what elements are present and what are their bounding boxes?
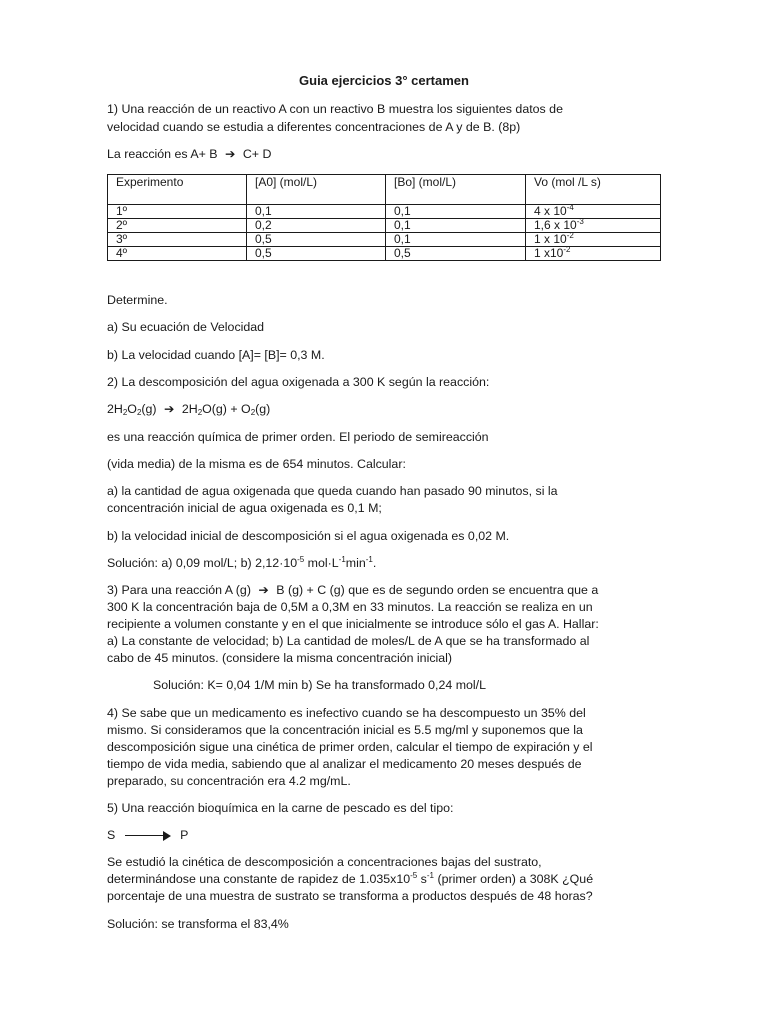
solution-exponent: -1 <box>338 555 346 564</box>
problem-4-line-2: mismo. Si consideramos que la concentración inicial es 5.5 mg/ml y suponemos que la <box>107 723 583 737</box>
arrow-icon: ➔ <box>164 402 175 416</box>
problem-4-line-4: tiempo de vida media, sabiendo que al analizar el medicamento 20 meses después de <box>107 757 582 771</box>
arrow-icon: ➔ <box>258 583 269 597</box>
solution-5: Solución: se transforma el 83,4% <box>107 917 289 931</box>
peroxide-equation <box>107 402 270 417</box>
eq-subscript: 2 <box>250 408 256 417</box>
table-header-row <box>108 175 661 205</box>
problem-2-line-1: 2) La descomposición del agua oxigenada a 300 K según la reacción: <box>107 375 490 389</box>
problem-3-text: 3) Para una reacción A (g) <box>107 583 251 597</box>
table-cell <box>526 219 661 233</box>
table-cell <box>526 247 661 261</box>
table-cell: 0,5 <box>386 247 526 261</box>
solution-exponent: -1 <box>365 555 373 564</box>
table-cell: 0,1 <box>247 205 386 219</box>
problem-2-line-3: es una reacción química de primer orden. El periodo de semireacción <box>107 430 489 444</box>
problem-2-line-4: (vida media) de la misma es de 654 minutos. Calcular: <box>107 457 406 471</box>
table-cell: 0,5 <box>247 247 386 261</box>
problem-3-line-4: a) La constante de velocidad; b) La cantidad de moles/L de A que se ha transformado al <box>107 634 590 648</box>
problem-5-line-4 <box>107 872 593 887</box>
table-cell: 3º <box>108 233 247 247</box>
table-cell: 4º <box>108 247 247 261</box>
table-header-cell: [Bo] (mol/L) <box>386 175 526 205</box>
reaction-left: La reacción es A+ B <box>107 147 218 161</box>
problem-5-text: determinándose una constante de rapidez de 1.035x10 <box>107 872 411 886</box>
eq-subscript: 2 <box>197 408 203 417</box>
table-cell: 0,1 <box>386 233 526 247</box>
solution-exponent: -5 <box>297 555 305 564</box>
problem-5-line-3: Se estudió la cinética de descomposición a concentraciones bajas del sustrato, <box>107 855 542 869</box>
question-2b: b) la velocidad inicial de descomposición si el agua oxigenada es 0,02 M. <box>107 529 510 543</box>
problem-4-line-1: 4) Se sabe que un medicamento es inefectivo cuando se ha descompuesto un 35% del <box>107 706 586 720</box>
problem-5-line-5: porcentaje de una muestra de sustrato se transforma a productos después de 48 horas? <box>107 889 593 903</box>
problem-1-line-1: 1) Una reacción de un reactivo A con un reactivo B muestra los siguientes datos de <box>107 102 563 116</box>
rate-exponent: -2 <box>566 231 574 240</box>
table-cell: 0,1 <box>386 205 526 219</box>
reaction-equation <box>107 147 271 162</box>
solution-text: Solución: a) 0,09 mol/L; b) 2,12·10 <box>107 556 298 570</box>
table-cell: 1º <box>108 205 247 219</box>
eq-subscript: 2 <box>122 408 128 417</box>
rate-exponent: -4 <box>566 203 574 212</box>
solution-3: Solución: K= 0,04 1/M min b) Se ha transformado 0,24 mol/L <box>153 678 487 692</box>
table-cell: 0,5 <box>247 233 386 247</box>
table-row <box>108 233 661 247</box>
problem-5-text: s <box>417 872 427 886</box>
table-header-cell: Experimento <box>108 175 247 205</box>
problem-3-text: B (g) + C (g) que es de segundo orden se encuentra que a <box>276 583 599 597</box>
solution-text: mol·L <box>304 556 339 570</box>
question-1a: a) Su ecuación de Velocidad <box>107 320 265 334</box>
eq-part: (g) <box>255 402 271 416</box>
eq-part: O(g) + O <box>202 402 251 416</box>
document-title: Guia ejercicios 3° certamen <box>299 73 469 88</box>
rate-data-table <box>107 174 661 261</box>
table-cell <box>526 233 661 247</box>
problem-3-line-5: cabo de 45 minutos. (considere la misma concentración inicial) <box>107 651 453 665</box>
table-row <box>108 219 661 233</box>
table-cell: 0,1 <box>386 219 526 233</box>
problem-3-line-1 <box>107 583 598 598</box>
solution-text: min <box>345 556 366 570</box>
rate-value: 1 x10 <box>534 246 564 260</box>
problem-5-line-1: 5) Una reacción bioquímica en la carne de pescado es del tipo: <box>107 801 454 815</box>
reaction-right: C+ D <box>242 147 272 161</box>
table-cell <box>526 205 661 219</box>
product-label: P <box>180 828 189 842</box>
table-row <box>108 247 661 261</box>
problem-4-line-5: preparado, su concentración era 4.2 mg/mL. <box>107 774 351 788</box>
eq-part: (g) <box>141 402 157 416</box>
exponent: -1 <box>426 871 434 880</box>
problem-1-line-2: velocidad cuando se estudia a diferentes concentraciones de A y de B. (8p) <box>107 120 521 134</box>
question-2a-line-2: concentración inicial de agua oxigenada es 0,1 M; <box>107 501 382 515</box>
substrate-product-reaction <box>107 828 188 843</box>
table-header-cell: Vo (mol /L s) <box>526 175 661 205</box>
table-cell: 0,2 <box>247 219 386 233</box>
exponent: -5 <box>410 871 418 880</box>
eq-part: 2H <box>181 402 198 416</box>
rate-value: 1,6 x 10 <box>534 218 577 232</box>
rate-exponent: -2 <box>563 245 571 254</box>
substrate-label: S <box>107 828 116 842</box>
solution-2 <box>107 556 376 571</box>
eq-subscript: 2 <box>136 408 142 417</box>
eq-part: 2H <box>107 402 123 416</box>
right-arrow-icon <box>125 831 171 841</box>
arrow-icon: ➔ <box>225 147 236 161</box>
table-header-cell: [A0] (mol/L) <box>247 175 386 205</box>
eq-part: O <box>127 402 137 416</box>
problem-4-line-3: descomposición sigue una cinética de primer orden, calcular el tiempo de expiración y el <box>107 740 593 754</box>
rate-value: 4 x 10 <box>534 204 567 218</box>
problem-3-line-3: recipiente a volumen constante y en el que inicialmente se introduce sólo el gas A. Hallar: <box>107 617 599 631</box>
table-cell: 2º <box>108 219 247 233</box>
problem-5-text: (primer orden) a 308K ¿Qué <box>434 872 594 886</box>
solution-text: . <box>372 556 377 570</box>
rate-value: 1 x 10 <box>534 232 567 246</box>
question-2a-line-1: a) la cantidad de agua oxigenada que queda cuando han pasado 90 minutos, si la <box>107 484 558 498</box>
problem-3-line-2: 300 K la concentración baja de 0,5M a 0,3M en 33 minutos. La reacción se realiza en un <box>107 600 593 614</box>
question-1b: b) La velocidad cuando [A]= [B]= 0,3 M. <box>107 348 325 362</box>
determine-label: Determine. <box>107 293 168 307</box>
rate-exponent: -3 <box>576 217 584 226</box>
